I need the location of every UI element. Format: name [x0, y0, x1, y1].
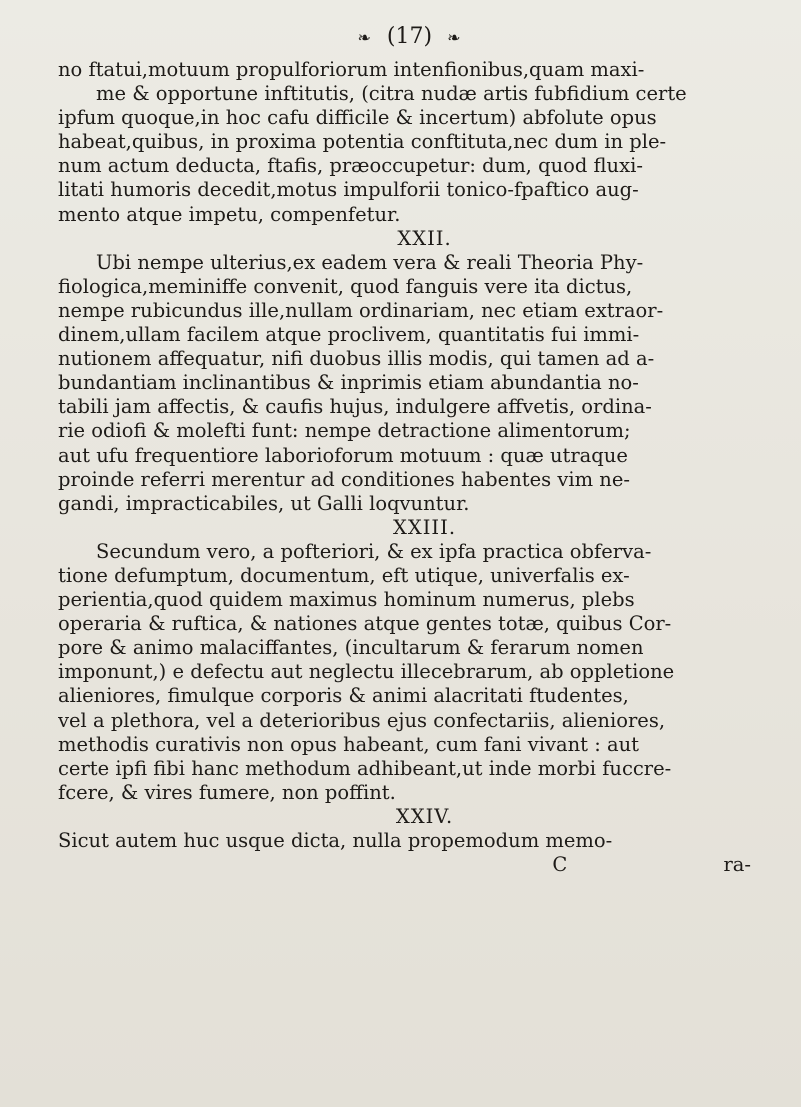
section-number: XXIV. [395, 804, 454, 828]
ornament-right-icon: ❧ [447, 28, 462, 47]
text-line: perientia,quod quidem maximus hominum numerus, plebs [58, 588, 635, 612]
text-line: mento atque impetu, compenfetur. [58, 202, 401, 226]
text-line: nempe rubicundus ille,nullam ordinariam, nec etiam extraor- [58, 298, 664, 322]
text-line: bundantiam inclinantibus & inprimis etiam abundantia no- [58, 371, 639, 395]
text-line: me & opportune inftitutis, (citra nudæ artis fubfidium certe [96, 82, 687, 106]
text-line: tabili jam affectis, & caufis hujus, indulgere affvetis, ordina- [58, 395, 652, 419]
page-footer [58, 853, 761, 877]
text-line: operaria & ruftica, & nationes atque gentes totæ, quibus Cor- [58, 612, 672, 636]
text-line: no ftatui,motuum propulforiorum intenfionibus,quam maxi- [58, 58, 645, 81]
text-line: nutionem affequatur, nifi duobus illis modis, qui tamen ad a- [58, 347, 655, 371]
ornament-left-icon: ❧ [357, 28, 372, 47]
text-line: gandi, impracticabiles, ut Galli loqvuntur. [58, 491, 470, 515]
page-header [58, 22, 761, 58]
text-line: imponunt,) e defectu aut neglectu illecebrarum, ab oppletione [58, 660, 675, 684]
text-line: aut ufu frequentiore laborioforum motuum : quæ utraque [58, 443, 628, 467]
text-line: Ubi nempe ulterius,ex eadem vera & reali Theoria Phy- [96, 250, 644, 274]
text-line: alieniores, fimulque corporis & animi alacritati ftudentes, [58, 684, 629, 708]
text-line: dinem,ullam facilem atque proclivem, quantitatis fui immi- [58, 323, 640, 347]
text-line: certe ipfi fibi hanc methodum adhibeant,ut inde morbi fuccre- [58, 756, 672, 780]
section-number: XXII. [397, 226, 452, 250]
text-line: num actum deducta, ftafis, præoccupetur: dum, quod fluxi- [58, 154, 643, 178]
text-line: tione defumptum, documentum, eft utique, univerfalis ex- [58, 563, 630, 587]
signature-mark: C [552, 853, 568, 877]
text-line: rie odiofi & molefti funt: nempe detractione alimentorum; [58, 419, 631, 443]
text-line: methodis curativis non opus habeant, cum fani vivant : aut [58, 732, 640, 756]
body-text [58, 58, 761, 877]
text-line: litati humoris decedit,motus impulforii tonico-fpaftico aug- [58, 178, 639, 202]
catchword: ra- [723, 853, 751, 877]
text-line: vel a plethora, vel a deterioribus ejus confectariis, alieniores, [58, 708, 666, 732]
text-line: proinde referri merentur ad conditiones habentes vim ne- [58, 467, 630, 491]
text-line: fcere, & vires fumere, non poffint. [58, 780, 396, 804]
text-line: habeat,quibus, in proxima potentia conftituta,nec dum in ple- [58, 130, 667, 154]
text-line: Secundum vero, a pofteriori, & ex ipfa practica obferva- [96, 539, 652, 563]
page-number: (17) [386, 24, 433, 49]
text-line: pore & animo malaciffantes, (incultarum & ferarum nomen [58, 636, 644, 660]
text-line: ipfum quoque,in hoc cafu difficile & incertum) abfolute opus [58, 106, 657, 130]
text-line: Sicut autem huc usque dicta, nulla propemodum memo- [58, 829, 613, 852]
text-line: fiologica,meminiffe convenit, quod fanguis vere ita dictus, [58, 274, 633, 298]
section-number: XXIII. [392, 515, 457, 539]
